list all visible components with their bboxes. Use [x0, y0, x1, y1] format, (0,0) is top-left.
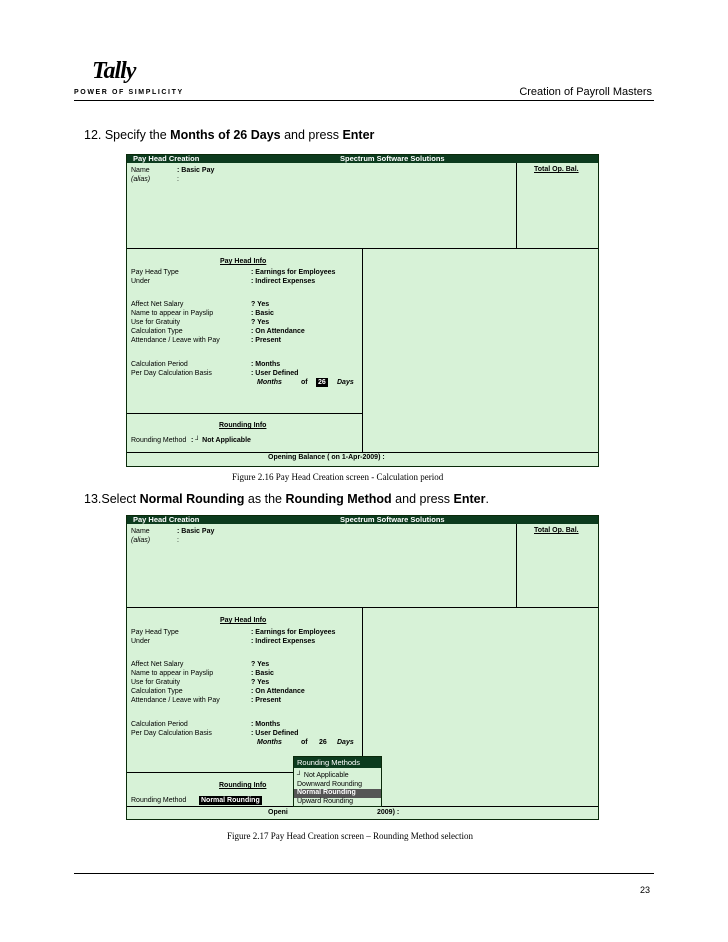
divider: [362, 248, 363, 452]
popup-title: Rounding Methods: [294, 757, 381, 768]
name-value[interactable]: : Basic Pay: [177, 167, 215, 174]
days-input[interactable]: 26: [318, 379, 326, 386]
field-value[interactable]: ? Yes: [251, 679, 270, 686]
step-text: and press: [391, 492, 454, 506]
field-label: Affect Net Salary: [131, 301, 184, 308]
alias-label: (alias): [131, 176, 151, 183]
field-label: Per Day Calculation Basis: [131, 730, 212, 737]
rounding-method-label: Rounding Method: [131, 797, 187, 804]
field-label: Name to appear in Payslip: [131, 310, 214, 317]
field-value[interactable]: : Earnings for Employees: [251, 629, 336, 636]
divider: [516, 163, 517, 248]
field-value[interactable]: : User Defined: [251, 730, 299, 737]
step-12-instruction: [84, 128, 374, 142]
field-label: Calculation Period: [131, 361, 188, 368]
of-word: of: [301, 379, 308, 386]
figure-caption: Figure 2.17 Pay Head Creation screen – Rounding Method selection: [227, 831, 473, 841]
alias-value[interactable]: :: [177, 176, 179, 183]
field-label: Use for Gratuity: [131, 319, 181, 326]
field-value[interactable]: : On Attendance: [251, 328, 305, 335]
screen-titlebar: [127, 155, 598, 163]
days-word: Days: [337, 739, 354, 746]
field-label: Calculation Type: [131, 688, 183, 695]
field-value[interactable]: : Basic: [251, 310, 274, 317]
field-value[interactable]: ? Yes: [251, 319, 270, 326]
rounding-method-input[interactable]: Normal Rounding: [201, 797, 260, 804]
step-text: 13.Select: [84, 492, 140, 506]
field-value[interactable]: ? Yes: [251, 301, 270, 308]
months-word: Months: [257, 739, 282, 746]
tally-logo: Tally: [92, 58, 136, 84]
months-word: Months: [257, 379, 282, 386]
screen-titlebar: [127, 516, 598, 524]
step-bold: Enter: [453, 492, 486, 506]
rounding-methods-popup: [293, 756, 382, 807]
company-name: Spectrum Software Solutions: [340, 515, 445, 524]
field-label: Calculation Period: [131, 721, 188, 728]
field-label: Affect Net Salary: [131, 661, 184, 668]
field-value[interactable]: : Months: [251, 361, 281, 368]
rounding-method-label: Rounding Method: [131, 437, 187, 444]
field-label: Under: [131, 638, 151, 645]
tally-screen-calculation-period: [126, 154, 599, 467]
field-label: Pay Head Type: [131, 629, 179, 636]
figure-caption: Figure 2.16 Pay Head Creation screen - Calculation period: [232, 472, 444, 482]
field-label: Attendance / Leave with Pay: [131, 337, 220, 344]
field-value[interactable]: ? Yes: [251, 661, 270, 668]
section-title: Creation of Payroll Masters: [519, 86, 652, 98]
field-value[interactable]: : Indirect Expenses: [251, 638, 316, 645]
name-label: Name: [131, 528, 150, 535]
step-bold: Enter: [342, 128, 375, 142]
pay-head-info-heading: Pay Head Info: [220, 258, 267, 265]
field-value[interactable]: : Earnings for Employees: [251, 269, 336, 276]
field-label: Pay Head Type: [131, 269, 179, 276]
footer-rule: [74, 873, 654, 874]
opening-balance-label: Opening Balance ( on 1-Apr-2009) :: [268, 454, 385, 461]
of-word: of: [301, 739, 308, 746]
field-value[interactable]: : On Attendance: [251, 688, 305, 695]
screen-title: Pay Head Creation: [133, 515, 200, 524]
name-label: Name: [131, 167, 150, 174]
days-word: Days: [337, 379, 354, 386]
total-op-bal-label: Total Op. Bal.: [534, 166, 579, 173]
opening-balance-label: Openi: [268, 809, 288, 816]
rounding-info-heading: Rounding Info: [219, 422, 267, 429]
field-label: Name to appear in Payslip: [131, 670, 214, 677]
rounding-method-value[interactable]: : ┘ Not Applicable: [191, 437, 251, 444]
days-input[interactable]: 26: [319, 739, 327, 746]
step-bold: Months of 26 Days: [170, 128, 281, 142]
step-text: 12. Specify the: [84, 128, 171, 142]
field-value[interactable]: : Present: [251, 697, 281, 704]
field-label: Calculation Type: [131, 328, 183, 335]
field-label: Per Day Calculation Basis: [131, 370, 212, 377]
opening-balance-tail: 2009) :: [377, 809, 400, 816]
page-number: 23: [639, 885, 650, 895]
field-label: Attendance / Leave with Pay: [131, 697, 220, 704]
step-13-instruction: [84, 492, 489, 506]
header-rule: [74, 100, 654, 101]
name-value[interactable]: : Basic Pay: [177, 528, 215, 535]
alias-value[interactable]: :: [177, 537, 179, 544]
step-bold: Normal Rounding: [139, 492, 245, 506]
field-label: Use for Gratuity: [131, 679, 181, 686]
total-op-bal-label: Total Op. Bal.: [534, 527, 579, 534]
divider: [516, 524, 517, 607]
tally-screen-rounding-method: [126, 515, 599, 820]
field-value[interactable]: : Indirect Expenses: [251, 278, 316, 285]
field-value[interactable]: : Basic: [251, 670, 274, 677]
step-text: .: [485, 492, 489, 506]
field-value[interactable]: : User Defined: [251, 370, 299, 377]
popup-item-normal-rounding[interactable]: Normal Rounding: [294, 789, 381, 798]
popup-item-upward-rounding[interactable]: Upward Rounding: [297, 797, 354, 805]
popup-item-not-applicable[interactable]: ┘ Not Applicable: [297, 772, 349, 779]
field-value[interactable]: : Present: [251, 337, 281, 344]
step-text: as the: [244, 492, 286, 506]
field-label: Under: [131, 278, 151, 285]
pay-head-info-heading: Pay Head Info: [220, 617, 267, 624]
screen-title: Pay Head Creation: [133, 154, 200, 163]
divider: [127, 413, 362, 414]
field-value[interactable]: : Months: [251, 721, 281, 728]
popup-item-downward-rounding[interactable]: Downward Rounding: [297, 780, 362, 788]
rounding-info-heading: Rounding Info: [219, 782, 267, 789]
company-name: Spectrum Software Solutions: [340, 154, 445, 163]
alias-label: (alias): [131, 537, 151, 544]
step-bold: Rounding Method: [285, 492, 392, 506]
step-text: and press: [280, 128, 343, 142]
logo-tagline: POWER OF SIMPLICITY: [74, 89, 184, 96]
